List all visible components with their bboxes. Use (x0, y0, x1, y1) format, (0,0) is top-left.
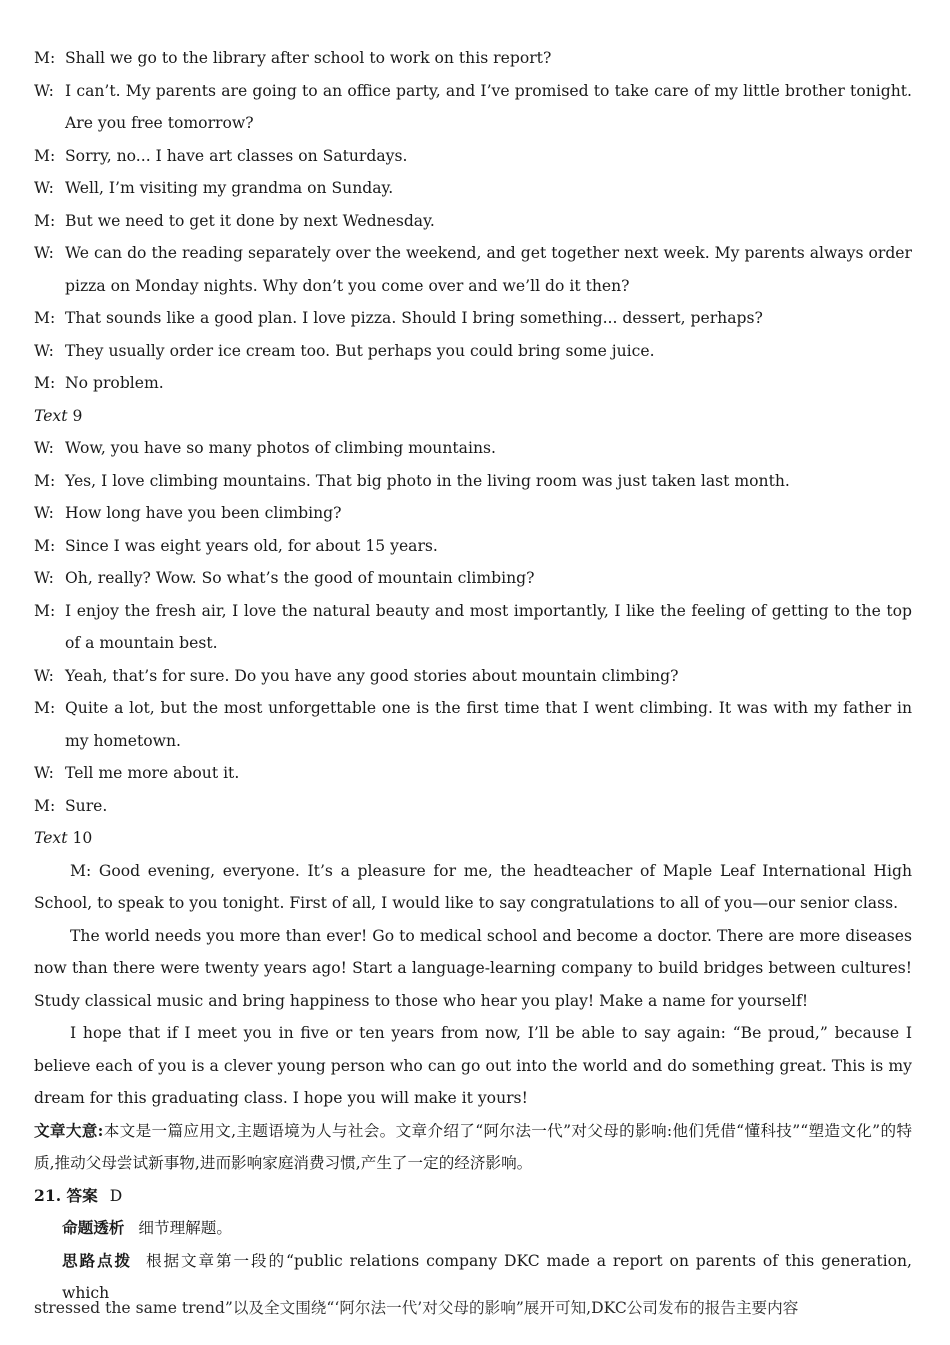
document-page (34, 42, 912, 1324)
dialogue-line (34, 140, 912, 173)
dialogue-text: No problem. (65, 374, 164, 392)
speaker-label: W: (34, 764, 54, 782)
dialogue-line (34, 367, 912, 400)
dialogue-line (34, 465, 912, 498)
speaker-label: M: (34, 471, 56, 490)
dialogue-line (34, 205, 912, 238)
speech-paragraph: The world needs you more than ever! Go to medical school and become a doctor. There are more diseases now than there were twenty years ago! Start a language-learning company to build bridges between cultures! Study classical music and bring happiness to those who hear you play! Make a name for yourself! (34, 926, 912, 1010)
dialogue-text: Well, I’m visiting my grandma on Sunday. (65, 179, 394, 197)
dialogue-text: That sounds like a good plan. I love pizza. Should I bring something... dessert, perhaps? (65, 309, 763, 327)
cut-off-line: stressed the same trend”以及全文围绕“‘阿尔法一代’对父母的影响”展开可知,DKC公司发布的报告主要内容 (34, 1298, 799, 1317)
dialogue-line (34, 530, 912, 563)
dialogue-text: Sure. (65, 796, 108, 815)
dialogue-text: Since I was eight years old, for about 15 years. (65, 536, 438, 555)
dialogue-line (34, 562, 912, 595)
dialogue-text8 (34, 42, 912, 400)
dialogue-text: Shall we go to the library after school to work on this report? (65, 49, 552, 67)
speaker-label: M: (34, 49, 56, 67)
dialogue-text: Oh, really? Wow. So what’s the good of mountain climbing? (65, 569, 535, 587)
dialogue-line (34, 237, 912, 302)
dialogue-line (34, 790, 912, 823)
dialogue-text: But we need to get it done by next Wednesday. (65, 211, 435, 230)
speech-paragraph: I hope that if I meet you in five or ten years from now, I’ll be able to say again: “Be proud,” because I believe each of you is a clever young person who can go out into the world and do something great. This is my dream for this graduating class. I hope you will make it yours! (34, 1024, 912, 1107)
dialogue-text: Wow, you have so many photos of climbing mountains. (65, 439, 496, 457)
dialogue-line (34, 497, 912, 530)
speaker-label: W: (34, 666, 54, 685)
speaker-label: M: (34, 146, 56, 165)
speaker-label: M: (34, 796, 56, 815)
dialogue-line (34, 335, 912, 368)
speaker-label: W: (34, 81, 54, 100)
dialogue-text: We can do the reading separately over the weekend, and get together next week. My parents always order pizza on Monday nights. Why don’t you come over and we’ll do it then? (65, 244, 912, 295)
speech-paragraph: M: Good evening, everyone. It’s a pleasure for me, the headteacher of Maple Leaf International High School, to speak to you tonight. First of all, I would like to say congratulations to all of you—our senior class. (34, 861, 912, 912)
dialogue-text: I enjoy the fresh air, I love the natural beauty and most importantly, I like the feeling of getting to the top of a mountain best. (65, 601, 912, 652)
dialogue-line (34, 692, 912, 757)
dialogue-text: Sorry, no... I have art classes on Saturdays. (65, 146, 408, 165)
dialogue-text: Yeah, that’s for sure. Do you have any good stories about mountain climbing? (65, 666, 679, 685)
dialogue-text: They usually order ice cream too. But perhaps you could bring some juice. (65, 341, 655, 360)
dialogue-text: I can’t. My parents are going to an office party, and I’ve promised to take care of my little brother tonight. Are you free tomorrow? (65, 81, 912, 132)
dialogue-text: Tell me more about it. (65, 764, 240, 782)
speaker-label: W: (34, 179, 54, 197)
speaker-label: M: (34, 309, 56, 327)
speaker-label: M: (34, 601, 56, 620)
dialogue-text: How long have you been climbing? (65, 504, 342, 522)
question-analysis: 命题透析 细节理解题。 (62, 1218, 232, 1237)
speaker-label: M: (34, 536, 56, 555)
speaker-label: W: (34, 244, 54, 262)
speaker-label: W: (34, 341, 54, 360)
dialogue-line (34, 757, 912, 790)
dialogue-text: Quite a lot, but the most unforgettable one is the first time that I went climbing. It was with my father in my hometown. (65, 699, 912, 750)
dialogue-line (34, 42, 912, 75)
speaker-label: W: (34, 504, 54, 522)
speaker-label: M: (34, 699, 56, 717)
answer-21: 21. 答案 D (34, 1185, 123, 1205)
speaker-label: M: (34, 211, 56, 230)
speaker-label: W: (34, 439, 54, 457)
dialogue-line (34, 302, 912, 335)
dialogue-line (34, 75, 912, 140)
dialogue-line (34, 172, 912, 205)
speaker-label: W: (34, 569, 54, 587)
speaker-label: M: (34, 374, 56, 392)
dialogue-line (34, 432, 912, 465)
text9-heading: Text 9 (34, 406, 83, 425)
solution-hint: 思路点拨 根据文章第一段的“public relations company DKC made a report on parents of this generation, which (62, 1250, 912, 1302)
dialogue-line (34, 595, 912, 660)
dialogue-line (34, 660, 912, 693)
article-summary: 文章大意:本文是一篇应用文,主题语境为人与社会。文章介绍了“阿尔法一代”对父母的影响:他们凭借“懂科技”“塑造文化”的特质,推动父母尝试新事物,进而影响家庭消费习惯,产生了一定的经济影响。 (34, 1120, 912, 1172)
dialogue-text: Yes, I love climbing mountains. That big photo in the living room was just taken last month. (65, 471, 790, 490)
dialogue-text9 (34, 432, 912, 822)
text10-heading: Text 10 (34, 829, 93, 847)
